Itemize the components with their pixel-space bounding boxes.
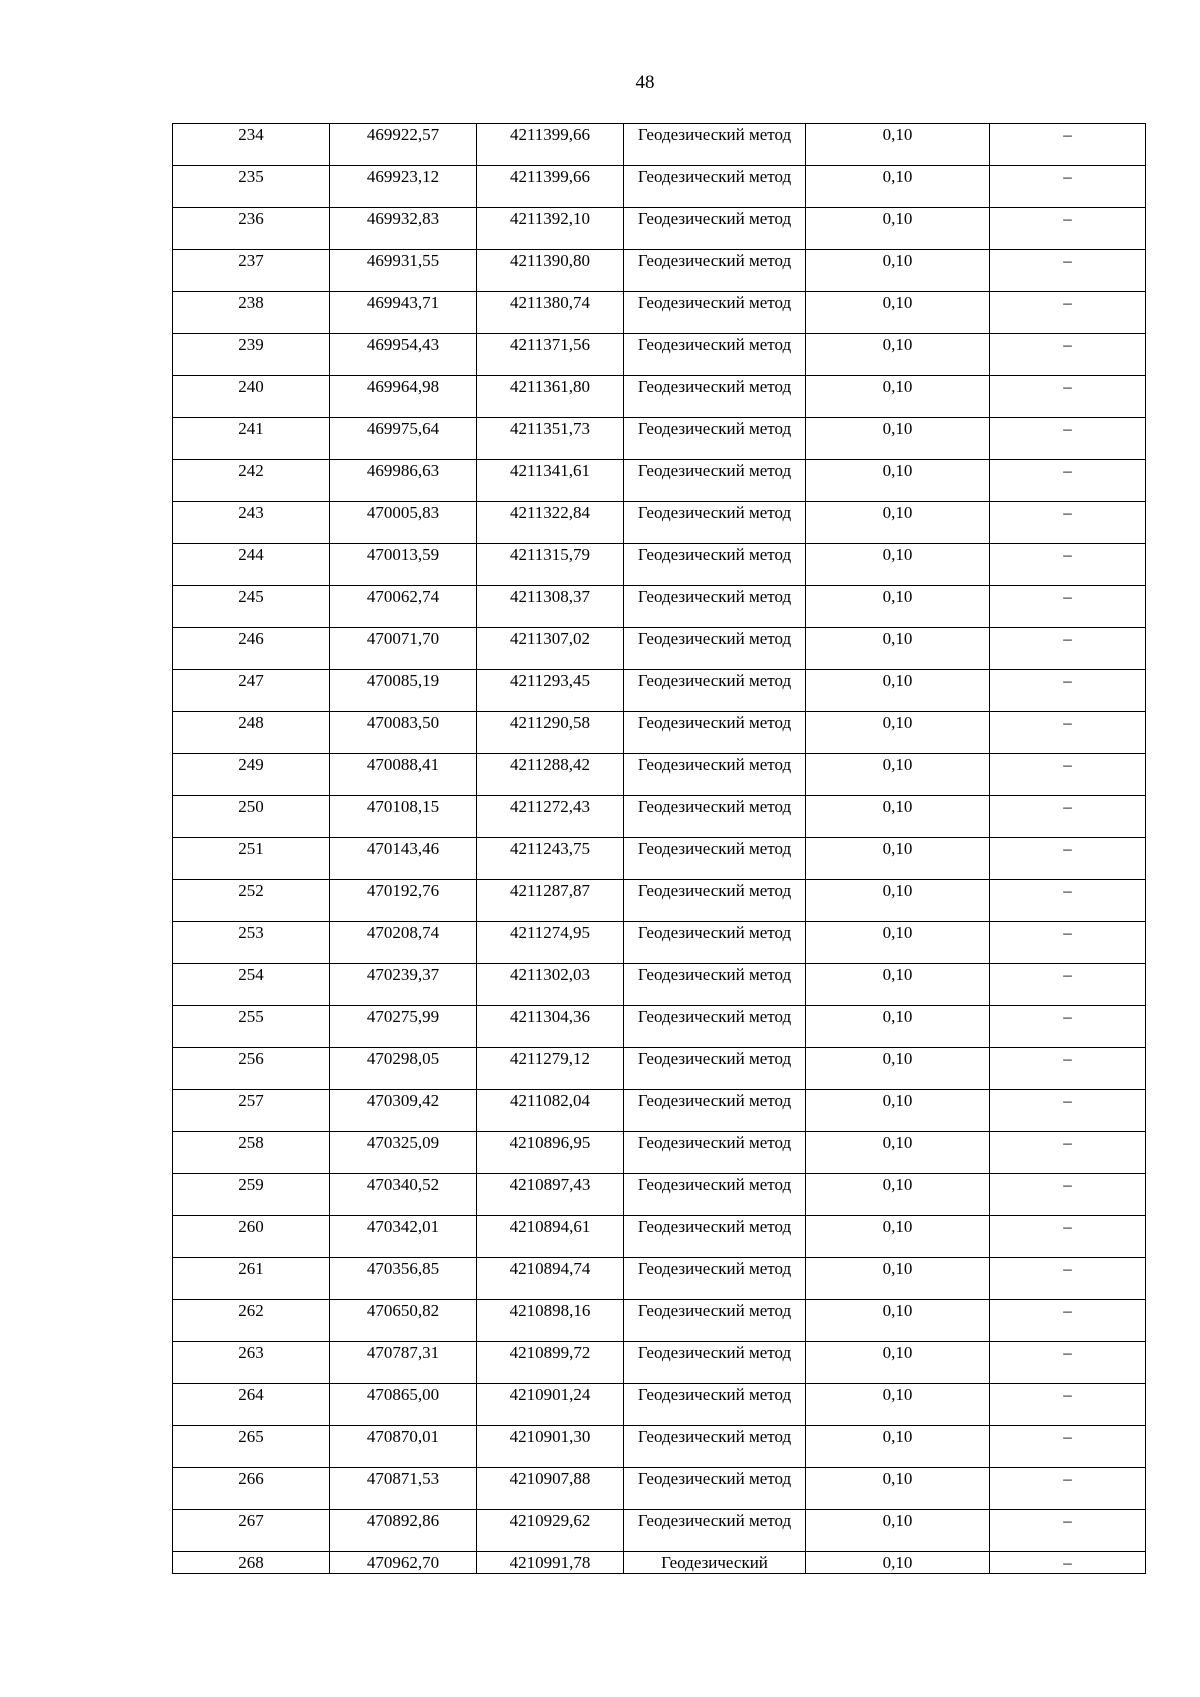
note-cell: – bbox=[990, 376, 1146, 418]
note-cell: – bbox=[990, 208, 1146, 250]
table-row bbox=[173, 250, 1146, 292]
table-row bbox=[173, 796, 1146, 838]
accuracy-cell: 0,10 bbox=[806, 586, 990, 628]
note-cell: – bbox=[990, 418, 1146, 460]
x-coordinate-cell: 469943,71 bbox=[330, 292, 477, 334]
accuracy-cell: 0,10 bbox=[806, 124, 990, 166]
x-coordinate-cell: 470309,42 bbox=[330, 1090, 477, 1132]
table-row bbox=[173, 838, 1146, 880]
note-cell: – bbox=[990, 880, 1146, 922]
table-row bbox=[173, 1132, 1146, 1174]
point-number-cell: 239 bbox=[173, 334, 330, 376]
x-coordinate-cell: 470208,74 bbox=[330, 922, 477, 964]
table-row bbox=[173, 1048, 1146, 1090]
y-coordinate-cell: 4210929,62 bbox=[477, 1510, 624, 1552]
table-row bbox=[173, 922, 1146, 964]
method-cell: Геодезический метод bbox=[624, 1468, 806, 1510]
accuracy-cell: 0,10 bbox=[806, 502, 990, 544]
x-coordinate-cell: 470298,05 bbox=[330, 1048, 477, 1090]
point-number-cell: 244 bbox=[173, 544, 330, 586]
note-cell: – bbox=[990, 1468, 1146, 1510]
x-coordinate-cell: 470088,41 bbox=[330, 754, 477, 796]
x-coordinate-cell: 470192,76 bbox=[330, 880, 477, 922]
accuracy-cell: 0,10 bbox=[806, 250, 990, 292]
note-cell: – bbox=[990, 1216, 1146, 1258]
note-cell: – bbox=[990, 1048, 1146, 1090]
note-cell: – bbox=[990, 334, 1146, 376]
x-coordinate-cell: 470275,99 bbox=[330, 1006, 477, 1048]
y-coordinate-cell: 4211371,56 bbox=[477, 334, 624, 376]
y-coordinate-cell: 4211290,58 bbox=[477, 712, 624, 754]
x-coordinate-cell: 470071,70 bbox=[330, 628, 477, 670]
method-cell: Геодезический метод bbox=[624, 628, 806, 670]
method-cell: Геодезический метод bbox=[624, 1006, 806, 1048]
y-coordinate-cell: 4211322,84 bbox=[477, 502, 624, 544]
accuracy-cell: 0,10 bbox=[806, 1216, 990, 1258]
table-row bbox=[173, 544, 1146, 586]
accuracy-cell: 0,10 bbox=[806, 166, 990, 208]
note-cell: – bbox=[990, 1090, 1146, 1132]
table-row bbox=[173, 1426, 1146, 1468]
point-number-cell: 243 bbox=[173, 502, 330, 544]
table-row bbox=[173, 1510, 1146, 1552]
method-cell: Геодезический метод bbox=[624, 418, 806, 460]
note-cell: – bbox=[990, 712, 1146, 754]
x-coordinate-cell: 470787,31 bbox=[330, 1342, 477, 1384]
table-row bbox=[173, 1006, 1146, 1048]
note-cell: – bbox=[990, 1258, 1146, 1300]
y-coordinate-cell: 4211361,80 bbox=[477, 376, 624, 418]
y-coordinate-cell: 4210894,74 bbox=[477, 1258, 624, 1300]
method-cell: Геодезический метод bbox=[624, 124, 806, 166]
x-coordinate-cell: 470892,86 bbox=[330, 1510, 477, 1552]
method-cell: Геодезический метод bbox=[624, 292, 806, 334]
point-number-cell: 241 bbox=[173, 418, 330, 460]
method-cell: Геодезический метод bbox=[624, 334, 806, 376]
x-coordinate-cell: 469975,64 bbox=[330, 418, 477, 460]
note-cell: – bbox=[990, 124, 1146, 166]
note-cell: – bbox=[990, 964, 1146, 1006]
point-number-cell: 250 bbox=[173, 796, 330, 838]
table-row bbox=[173, 586, 1146, 628]
note-cell: – bbox=[990, 292, 1146, 334]
accuracy-cell: 0,10 bbox=[806, 376, 990, 418]
x-coordinate-cell: 470062,74 bbox=[330, 586, 477, 628]
x-coordinate-cell: 470325,09 bbox=[330, 1132, 477, 1174]
method-cell: Геодезический метод bbox=[624, 922, 806, 964]
x-coordinate-cell: 469986,63 bbox=[330, 460, 477, 502]
point-number-cell: 247 bbox=[173, 670, 330, 712]
table-row bbox=[173, 628, 1146, 670]
point-number-cell: 237 bbox=[173, 250, 330, 292]
method-cell: Геодезический метод bbox=[624, 964, 806, 1006]
accuracy-cell: 0,10 bbox=[806, 334, 990, 376]
method-cell: Геодезический метод bbox=[624, 460, 806, 502]
accuracy-cell: 0,10 bbox=[806, 208, 990, 250]
method-cell: Геодезический метод bbox=[624, 250, 806, 292]
note-cell: – bbox=[990, 754, 1146, 796]
note-cell: – bbox=[990, 544, 1146, 586]
point-number-cell: 254 bbox=[173, 964, 330, 1006]
note-cell: – bbox=[990, 1006, 1146, 1048]
point-number-cell: 234 bbox=[173, 124, 330, 166]
method-cell: Геодезический метод bbox=[624, 1132, 806, 1174]
point-number-cell: 258 bbox=[173, 1132, 330, 1174]
x-coordinate-cell: 470962,70 bbox=[330, 1552, 477, 1574]
accuracy-cell: 0,10 bbox=[806, 796, 990, 838]
method-cell: Геодезический метод bbox=[624, 1090, 806, 1132]
accuracy-cell: 0,10 bbox=[806, 922, 990, 964]
accuracy-cell: 0,10 bbox=[806, 838, 990, 880]
accuracy-cell: 0,10 bbox=[806, 1090, 990, 1132]
point-number-cell: 242 bbox=[173, 460, 330, 502]
y-coordinate-cell: 4210901,30 bbox=[477, 1426, 624, 1468]
accuracy-cell: 0,10 bbox=[806, 628, 990, 670]
table-row bbox=[173, 166, 1146, 208]
y-coordinate-cell: 4211287,87 bbox=[477, 880, 624, 922]
table-row bbox=[173, 670, 1146, 712]
accuracy-cell: 0,10 bbox=[806, 880, 990, 922]
y-coordinate-cell: 4211341,61 bbox=[477, 460, 624, 502]
x-coordinate-cell: 470013,59 bbox=[330, 544, 477, 586]
method-cell: Геодезический метод bbox=[624, 712, 806, 754]
point-number-cell: 251 bbox=[173, 838, 330, 880]
method-cell: Геодезический метод bbox=[624, 1426, 806, 1468]
point-number-cell: 245 bbox=[173, 586, 330, 628]
table-row bbox=[173, 1258, 1146, 1300]
method-cell: Геодезический метод bbox=[624, 376, 806, 418]
table-row bbox=[173, 1216, 1146, 1258]
y-coordinate-cell: 4211307,02 bbox=[477, 628, 624, 670]
table-row bbox=[173, 880, 1146, 922]
table-row bbox=[173, 1552, 1146, 1574]
table-row bbox=[173, 1300, 1146, 1342]
point-number-cell: 238 bbox=[173, 292, 330, 334]
table-row bbox=[173, 334, 1146, 376]
y-coordinate-cell: 4211380,74 bbox=[477, 292, 624, 334]
note-cell: – bbox=[990, 1510, 1146, 1552]
y-coordinate-cell: 4211243,75 bbox=[477, 838, 624, 880]
point-number-cell: 265 bbox=[173, 1426, 330, 1468]
note-cell: – bbox=[990, 1132, 1146, 1174]
y-coordinate-cell: 4211351,73 bbox=[477, 418, 624, 460]
accuracy-cell: 0,10 bbox=[806, 544, 990, 586]
point-number-cell: 252 bbox=[173, 880, 330, 922]
note-cell: – bbox=[990, 628, 1146, 670]
table-row bbox=[173, 754, 1146, 796]
method-cell: Геодезический метод bbox=[624, 1300, 806, 1342]
x-coordinate-cell: 469922,57 bbox=[330, 124, 477, 166]
x-coordinate-cell: 470870,01 bbox=[330, 1426, 477, 1468]
accuracy-cell: 0,10 bbox=[806, 1342, 990, 1384]
note-cell: – bbox=[990, 502, 1146, 544]
point-number-cell: 259 bbox=[173, 1174, 330, 1216]
x-coordinate-cell: 469954,43 bbox=[330, 334, 477, 376]
method-cell: Геодезический bbox=[624, 1552, 806, 1574]
note-cell: – bbox=[990, 796, 1146, 838]
accuracy-cell: 0,10 bbox=[806, 754, 990, 796]
method-cell: Геодезический метод bbox=[624, 1174, 806, 1216]
point-number-cell: 248 bbox=[173, 712, 330, 754]
method-cell: Геодезический метод bbox=[624, 1258, 806, 1300]
method-cell: Геодезический метод bbox=[624, 880, 806, 922]
note-cell: – bbox=[990, 166, 1146, 208]
y-coordinate-cell: 4210897,43 bbox=[477, 1174, 624, 1216]
x-coordinate-cell: 470340,52 bbox=[330, 1174, 477, 1216]
accuracy-cell: 0,10 bbox=[806, 1552, 990, 1574]
method-cell: Геодезический метод bbox=[624, 544, 806, 586]
method-cell: Геодезический метод bbox=[624, 754, 806, 796]
accuracy-cell: 0,10 bbox=[806, 460, 990, 502]
method-cell: Геодезический метод bbox=[624, 1342, 806, 1384]
table-row bbox=[173, 1090, 1146, 1132]
point-number-cell: 256 bbox=[173, 1048, 330, 1090]
y-coordinate-cell: 4211399,66 bbox=[477, 124, 624, 166]
accuracy-cell: 0,10 bbox=[806, 1426, 990, 1468]
x-coordinate-cell: 470239,37 bbox=[330, 964, 477, 1006]
method-cell: Геодезический метод bbox=[624, 838, 806, 880]
table-row bbox=[173, 208, 1146, 250]
x-coordinate-cell: 470650,82 bbox=[330, 1300, 477, 1342]
table-row bbox=[173, 502, 1146, 544]
y-coordinate-cell: 4211302,03 bbox=[477, 964, 624, 1006]
table-row bbox=[173, 460, 1146, 502]
y-coordinate-cell: 4211272,43 bbox=[477, 796, 624, 838]
y-coordinate-cell: 4210991,78 bbox=[477, 1552, 624, 1574]
point-number-cell: 261 bbox=[173, 1258, 330, 1300]
point-number-cell: 260 bbox=[173, 1216, 330, 1258]
coordinates-table bbox=[172, 123, 1146, 1574]
point-number-cell: 253 bbox=[173, 922, 330, 964]
method-cell: Геодезический метод bbox=[624, 670, 806, 712]
point-number-cell: 262 bbox=[173, 1300, 330, 1342]
table-row bbox=[173, 292, 1146, 334]
x-coordinate-cell: 469931,55 bbox=[330, 250, 477, 292]
page-number: 48 bbox=[635, 72, 655, 93]
table-row bbox=[173, 1174, 1146, 1216]
y-coordinate-cell: 4211279,12 bbox=[477, 1048, 624, 1090]
y-coordinate-cell: 4210899,72 bbox=[477, 1342, 624, 1384]
accuracy-cell: 0,10 bbox=[806, 964, 990, 1006]
note-cell: – bbox=[990, 1174, 1146, 1216]
point-number-cell: 235 bbox=[173, 166, 330, 208]
table-row bbox=[173, 1342, 1146, 1384]
y-coordinate-cell: 4210898,16 bbox=[477, 1300, 624, 1342]
note-cell: – bbox=[990, 1300, 1146, 1342]
method-cell: Геодезический метод bbox=[624, 502, 806, 544]
table-row bbox=[173, 1384, 1146, 1426]
x-coordinate-cell: 470083,50 bbox=[330, 712, 477, 754]
x-coordinate-cell: 470342,01 bbox=[330, 1216, 477, 1258]
accuracy-cell: 0,10 bbox=[806, 1132, 990, 1174]
y-coordinate-cell: 4211293,45 bbox=[477, 670, 624, 712]
table-row bbox=[173, 1468, 1146, 1510]
method-cell: Геодезический метод bbox=[624, 1510, 806, 1552]
method-cell: Геодезический метод bbox=[624, 1216, 806, 1258]
accuracy-cell: 0,10 bbox=[806, 1510, 990, 1552]
note-cell: – bbox=[990, 838, 1146, 880]
accuracy-cell: 0,10 bbox=[806, 292, 990, 334]
note-cell: – bbox=[990, 670, 1146, 712]
x-coordinate-cell: 469932,83 bbox=[330, 208, 477, 250]
method-cell: Геодезический метод bbox=[624, 796, 806, 838]
y-coordinate-cell: 4210896,95 bbox=[477, 1132, 624, 1174]
method-cell: Геодезический метод bbox=[624, 586, 806, 628]
method-cell: Геодезический метод bbox=[624, 1048, 806, 1090]
y-coordinate-cell: 4211274,95 bbox=[477, 922, 624, 964]
accuracy-cell: 0,10 bbox=[806, 1468, 990, 1510]
x-coordinate-cell: 470085,19 bbox=[330, 670, 477, 712]
table-row bbox=[173, 376, 1146, 418]
y-coordinate-cell: 4211392,10 bbox=[477, 208, 624, 250]
accuracy-cell: 0,10 bbox=[806, 1048, 990, 1090]
note-cell: – bbox=[990, 1384, 1146, 1426]
accuracy-cell: 0,10 bbox=[806, 1384, 990, 1426]
y-coordinate-cell: 4211390,80 bbox=[477, 250, 624, 292]
point-number-cell: 268 bbox=[173, 1552, 330, 1574]
x-coordinate-cell: 469964,98 bbox=[330, 376, 477, 418]
accuracy-cell: 0,10 bbox=[806, 670, 990, 712]
table-row bbox=[173, 418, 1146, 460]
coordinates-table-body bbox=[173, 124, 1146, 1574]
point-number-cell: 257 bbox=[173, 1090, 330, 1132]
point-number-cell: 246 bbox=[173, 628, 330, 670]
x-coordinate-cell: 470865,00 bbox=[330, 1384, 477, 1426]
y-coordinate-cell: 4211304,36 bbox=[477, 1006, 624, 1048]
point-number-cell: 240 bbox=[173, 376, 330, 418]
point-number-cell: 263 bbox=[173, 1342, 330, 1384]
point-number-cell: 249 bbox=[173, 754, 330, 796]
point-number-cell: 264 bbox=[173, 1384, 330, 1426]
x-coordinate-cell: 469923,12 bbox=[330, 166, 477, 208]
y-coordinate-cell: 4211399,66 bbox=[477, 166, 624, 208]
y-coordinate-cell: 4211288,42 bbox=[477, 754, 624, 796]
note-cell: – bbox=[990, 250, 1146, 292]
y-coordinate-cell: 4211082,04 bbox=[477, 1090, 624, 1132]
note-cell: – bbox=[990, 1552, 1146, 1574]
y-coordinate-cell: 4210907,88 bbox=[477, 1468, 624, 1510]
x-coordinate-cell: 470356,85 bbox=[330, 1258, 477, 1300]
point-number-cell: 255 bbox=[173, 1006, 330, 1048]
y-coordinate-cell: 4210894,61 bbox=[477, 1216, 624, 1258]
x-coordinate-cell: 470005,83 bbox=[330, 502, 477, 544]
y-coordinate-cell: 4210901,24 bbox=[477, 1384, 624, 1426]
x-coordinate-cell: 470871,53 bbox=[330, 1468, 477, 1510]
accuracy-cell: 0,10 bbox=[806, 712, 990, 754]
table-row bbox=[173, 124, 1146, 166]
y-coordinate-cell: 4211315,79 bbox=[477, 544, 624, 586]
method-cell: Геодезический метод bbox=[624, 166, 806, 208]
table-row bbox=[173, 712, 1146, 754]
accuracy-cell: 0,10 bbox=[806, 1258, 990, 1300]
accuracy-cell: 0,10 bbox=[806, 1174, 990, 1216]
accuracy-cell: 0,10 bbox=[806, 1006, 990, 1048]
method-cell: Геодезический метод bbox=[624, 208, 806, 250]
accuracy-cell: 0,10 bbox=[806, 1300, 990, 1342]
note-cell: – bbox=[990, 1342, 1146, 1384]
note-cell: – bbox=[990, 460, 1146, 502]
point-number-cell: 266 bbox=[173, 1468, 330, 1510]
note-cell: – bbox=[990, 922, 1146, 964]
method-cell: Геодезический метод bbox=[624, 1384, 806, 1426]
note-cell: – bbox=[990, 1426, 1146, 1468]
x-coordinate-cell: 470108,15 bbox=[330, 796, 477, 838]
y-coordinate-cell: 4211308,37 bbox=[477, 586, 624, 628]
table-row bbox=[173, 964, 1146, 1006]
note-cell: – bbox=[990, 586, 1146, 628]
x-coordinate-cell: 470143,46 bbox=[330, 838, 477, 880]
accuracy-cell: 0,10 bbox=[806, 418, 990, 460]
point-number-cell: 267 bbox=[173, 1510, 330, 1552]
point-number-cell: 236 bbox=[173, 208, 330, 250]
